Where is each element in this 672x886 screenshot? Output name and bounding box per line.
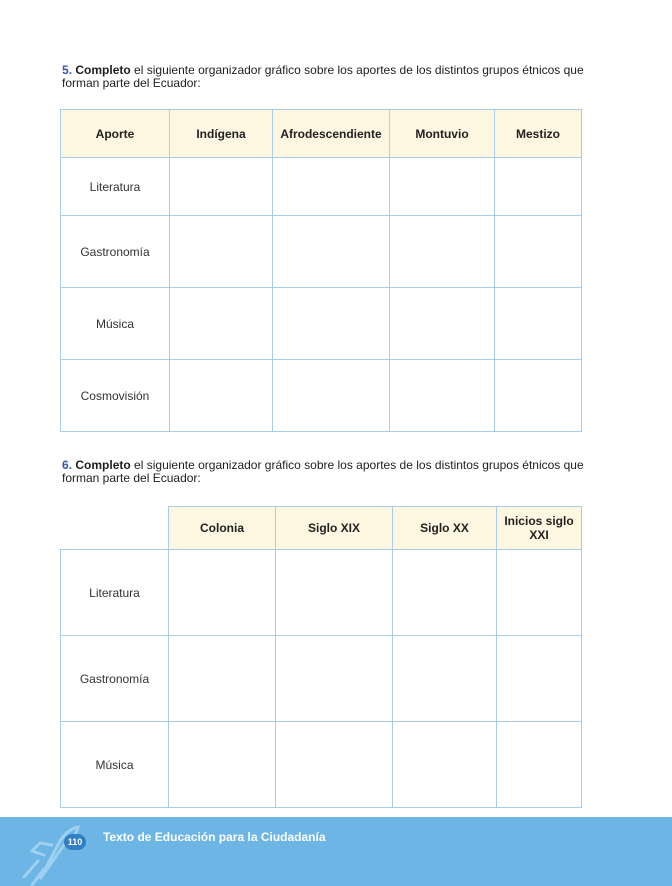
answer-cell[interactable] bbox=[495, 288, 582, 360]
row-label: Música bbox=[61, 722, 169, 808]
column-header: Indígena bbox=[170, 110, 273, 158]
column-header: Afrodescendiente bbox=[273, 110, 390, 158]
answer-cell[interactable] bbox=[497, 636, 582, 722]
row-label: Gastronomía bbox=[61, 216, 170, 288]
ethnic-contributions-table bbox=[60, 109, 582, 432]
answer-cell[interactable] bbox=[273, 288, 390, 360]
answer-cell[interactable] bbox=[273, 360, 390, 432]
answer-cell[interactable] bbox=[390, 216, 495, 288]
answer-cell[interactable] bbox=[393, 550, 497, 636]
answer-cell[interactable] bbox=[276, 636, 393, 722]
row-label: Literatura bbox=[61, 550, 169, 636]
row-label: Música bbox=[61, 288, 170, 360]
instruction-verb: Completo bbox=[75, 63, 131, 77]
empty-corner-cell bbox=[61, 507, 169, 550]
instruction-text: el siguiente organizador gráfico sobre los aportes de los distintos grupos étnicos que forman parte del Ecuador: bbox=[62, 63, 584, 90]
table-row bbox=[61, 158, 582, 216]
answer-cell[interactable] bbox=[273, 216, 390, 288]
page-number: 110 bbox=[64, 834, 86, 850]
table-header-row bbox=[61, 507, 582, 550]
row-label: Cosmovisión bbox=[61, 360, 170, 432]
answer-cell[interactable] bbox=[495, 216, 582, 288]
exercise-number: 6 bbox=[62, 458, 69, 472]
column-header: Inicios siglo XXI bbox=[497, 507, 582, 550]
exercise-6-instruction: 6. Completo el siguiente organizador gráfico sobre los aportes de los distintos grupos étnicos que forman parte del Ecuador: bbox=[62, 458, 584, 485]
answer-cell[interactable] bbox=[390, 360, 495, 432]
answer-cell[interactable] bbox=[169, 550, 276, 636]
instruction-text: el siguiente organizador gráfico sobre los aportes de los distintos grupos étnicos que forman parte del Ecuador: bbox=[62, 458, 584, 485]
table-header-row bbox=[61, 110, 582, 158]
table-row bbox=[61, 216, 582, 288]
answer-cell[interactable] bbox=[495, 158, 582, 216]
page-footer bbox=[0, 817, 672, 886]
row-label: Literatura bbox=[61, 158, 170, 216]
column-header: Aporte bbox=[61, 110, 170, 158]
answer-cell[interactable] bbox=[497, 722, 582, 808]
table-row bbox=[61, 636, 582, 722]
answer-cell[interactable] bbox=[390, 158, 495, 216]
table-row bbox=[61, 360, 582, 432]
column-header: Siglo XIX bbox=[276, 507, 393, 550]
answer-cell[interactable] bbox=[170, 288, 273, 360]
answer-cell[interactable] bbox=[170, 216, 273, 288]
answer-cell[interactable] bbox=[276, 550, 393, 636]
table-row bbox=[61, 722, 582, 808]
answer-cell[interactable] bbox=[169, 636, 276, 722]
historical-contributions-table bbox=[60, 506, 582, 808]
table-row bbox=[61, 550, 582, 636]
answer-cell[interactable] bbox=[170, 158, 273, 216]
answer-cell[interactable] bbox=[495, 360, 582, 432]
table-row bbox=[61, 288, 582, 360]
answer-cell[interactable] bbox=[273, 158, 390, 216]
column-header: Colonia bbox=[169, 507, 276, 550]
row-label: Gastronomía bbox=[61, 636, 169, 722]
column-header: Siglo XX bbox=[393, 507, 497, 550]
answer-cell[interactable] bbox=[276, 722, 393, 808]
answer-cell[interactable] bbox=[393, 722, 497, 808]
answer-cell[interactable] bbox=[497, 550, 582, 636]
exercise-5-instruction: 5. Completo el siguiente organizador gráfico sobre los aportes de los distintos grupos étnicos que forman parte del Ecuador: bbox=[62, 63, 584, 90]
column-header: Mestizo bbox=[495, 110, 582, 158]
exercise-number: 5 bbox=[62, 63, 69, 77]
rocket-icon bbox=[18, 821, 88, 886]
answer-cell[interactable] bbox=[170, 360, 273, 432]
column-header: Montuvio bbox=[390, 110, 495, 158]
book-title: Texto de Educación para la Ciudadanía bbox=[103, 830, 326, 844]
answer-cell[interactable] bbox=[393, 636, 497, 722]
instruction-verb: Completo bbox=[75, 458, 131, 472]
answer-cell[interactable] bbox=[390, 288, 495, 360]
answer-cell[interactable] bbox=[169, 722, 276, 808]
